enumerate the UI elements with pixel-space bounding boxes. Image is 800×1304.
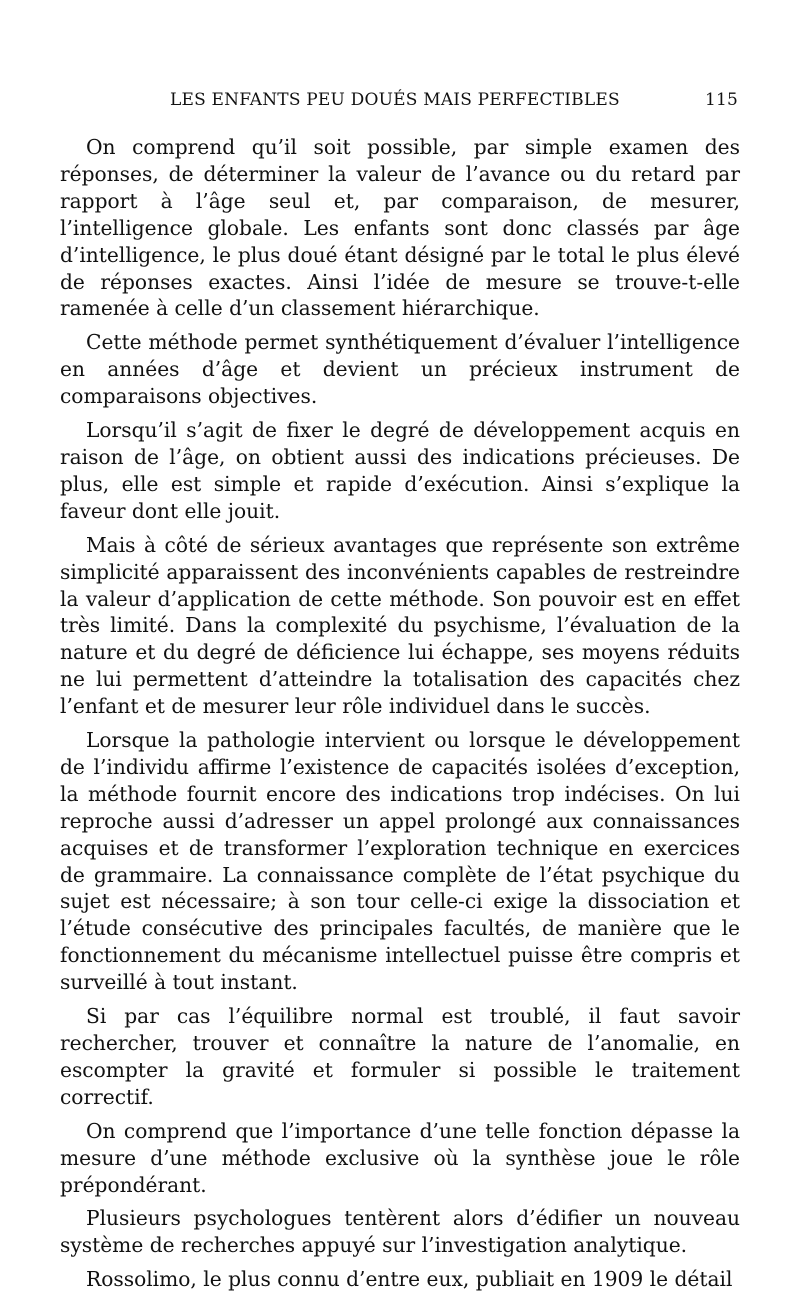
paragraph: Si par cas l’équilibre normal est troublé, il faut savoir rechercher, trouver et connaître la nature de l’anomalie, en escompter la gravité et formuler si possible le traitement correctif.: [60, 1004, 740, 1109]
paragraph: On comprend qu’il soit possible, par simple examen des réponses, de déterminer la valeur de l’avance ou du retard par rapport à l’âge seul et, par comparaison, de mesurer, l’intelligence globale. Les enfants sont donc classés par âge d’intelligence, le plus doué étant désigné par le total le plus élevé de réponses exactes. Ainsi l’idée de mesure se trouve-t-elle ramenée à celle d’un classement hiérarchique.: [60, 135, 740, 321]
paragraph: Rossolimo, le plus connu d’entre eux, publiait en 1909 le détail: [86, 1267, 733, 1292]
paragraph: Mais à côté de sérieux avantages que représente son extrême simplicité apparaissent des inconvénients capables de restreindre la valeur d’application de cette méthode. Son pouvoir est en effet très limité. Dans la complexité du psychisme, l’évaluation de la nature et du degré de déficience lui échappe, ses moyens réduits ne lui permettent d’atteindre la totalisation des capacités chez l’enfant et de mesurer leur rôle individuel dans le succès.: [60, 532, 740, 719]
paragraph: On comprend que l’importance d’une telle fonction dépasse la mesure d’une méthode exclusive où la synthèse joue le rôle prépondérant.: [60, 1118, 740, 1197]
running-title: LES ENFANTS PEU DOUÉS MAIS PERFECTIBLES: [170, 90, 620, 110]
page-body: [60, 134, 740, 1300]
paragraph: Lorsqu’il s’agit de fixer le degré de développement acquis en raison de l’âge, on obtient aussi des indications précieuses. De plus, elle est simple et rapide d’exécution. Ainsi s’explique la faveur dont elle jouit.: [60, 418, 740, 523]
paragraph: Plusieurs psychologues tentèrent alors d’édifier un nouveau système de recherches appuyé sur l’investigation analytique.: [60, 1206, 740, 1258]
running-header: [60, 90, 738, 114]
page-number: 115: [704, 90, 738, 110]
paragraph: Cette méthode permet synthétiquement d’évaluer l’intelligence en années d’âge et devient un précieux instrument de comparaisons objectives.: [60, 330, 740, 409]
paragraph: Lorsque la pathologie intervient ou lorsque le développement de l’individu affirme l’existence de capacités isolées d’exception, la méthode fournit encore des indications trop indécises. On lui reproche aussi d’adresser un appel prolongé aux connaissances acquises et de transformer l’exploration technique en exercices de grammaire. La connaissance complète de l’état psychique du sujet est nécessaire; à son tour celle-ci exige la dissociation et l’étude consécutive des principales facultés, de manière que le fonctionnement du mécanisme intellectuel puisse être compris et surveillé à tout instant.: [60, 728, 740, 995]
